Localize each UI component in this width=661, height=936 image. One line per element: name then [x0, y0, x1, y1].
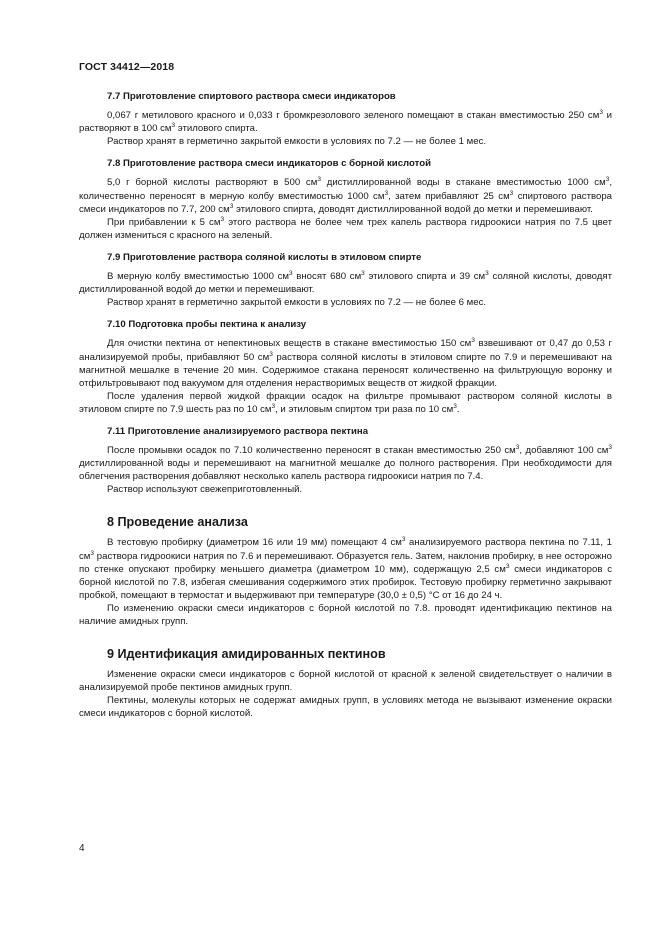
paragraph: Раствор хранят в герметично закрытой емкости в условиях по 7.2 — не более 1 мес. [107, 136, 487, 148]
subsection-title: 7.7 Приготовление спиртового раствора смеси индикаторов [107, 91, 396, 102]
page-number: 4 [79, 843, 85, 854]
paragraph: По изменению окраски смеси индикаторов с борной кислотой по 7.8. проводят идентификацию пектинов на наличие амидных групп. [79, 602, 612, 627]
document-body [79, 90, 612, 729]
section-title: 9 Идентификация амидированных пектинов [107, 647, 386, 662]
paragraph: При прибавлении к 5 $см^3$ этого раствора не более чем трех капель раствора гидроокиси натрия по 7.5 цвет должен измениться с красного на зеленый. [79, 215, 612, 241]
paragraph: Для очистки пектина от непектиновых веществ в стакане вместимостью 150 $см^3$ взвешивают от 0,47 до 0,53 г анализируемой пробы, прибавляют 50 $см^3$ раствора соляной кислоты в этиловом спирте по 7.9 и перемешивают на магнитной мешалке в течение 20 мин. Содержимое стакана переносят количественно на фильтрующую воронку и отфильтровывают под вакуумом для отделения нерастворимых веществ от жидкой фракции. [79, 337, 613, 389]
section-title: 8 Проведение анализа [107, 515, 248, 530]
paragraph: В мерную колбу вместимостью 1000 $см^3$ вносят 680 $см^3$ этилового спирта и 39 $см^3$ соляной кислоты, доводят дистиллированной водой до метки и перемешивают. [79, 269, 612, 296]
paragraph: После удаления первой жидкой фракции осадок на фильтре промывают раствором соляной кислоты в этиловом спирте по 7.9 шесть раз по 10 $см^3$, и этиловым спиртом три раза по 10 $см^3$. [79, 390, 612, 415]
paragraph: 0,067 г метилового красного и 0,033 г бромкрезолового зеленого помещают в стакан вместимостью 250 $см^3$ и растворяют в 100 $см^3$ этилового спирта. [79, 108, 612, 135]
section-7-11 [79, 425, 612, 496]
section-9 [79, 646, 612, 720]
section-7-9 [79, 251, 612, 309]
subsection-title: 7.11 Приготовление анализируемого раствора пектина [107, 425, 369, 437]
paragraph: Раствор используют свежеприготовленный. [107, 484, 303, 496]
paragraph: После промывки осадок по 7.10 количественно переносят в стакан вместимостью 250 $см^3$, добавляют 100 $см^3$ дистиллированной воды и перемешивают на магнитной мешалке до полного растворения. При необходимости для облегчения растворения добавляют несколько капель раствора гидроокиси натрия по 7.4. [79, 443, 612, 483]
subsection-title: 7.9 Приготовление раствора соляной кислоты в этиловом спирте [107, 251, 422, 263]
paragraph: 5,0 г борной кислоты растворяют в 500 $см^3$ дистиллированной воды в стакане вместимостью 1000 $см^3$, количественно переносят в мерную колбу вместимостью 1000 $см^3$, затем прибавляют 25 $см^3$ спиртового раствора смеси индикаторов по 7.7, 200 $см^3$ этилового спирта, доводят дистиллированной водой до метки и перемешивают. [79, 176, 612, 215]
document-header: ГОСТ 34412—2018 [79, 61, 175, 73]
paragraph: Раствор хранят в герметично закрытой емкости в условиях по 7.2 — не более 6 мес. [107, 297, 487, 309]
section-7-10 [79, 318, 612, 416]
paragraph: В тестовую пробирку (диаметром 16 или 19 мм) помещают 4 $см^3$ анализируемого раствора пектина по 7.11, 1 $см^3$ раствора гидроокиси натрия по 7.6 и перемешивают. Образуется гель. Затем, наклонив пробирку, в нее осторожно по стенке опускают пробирку меньшего диаметра (диаметром 10 мм), содержащую 2,5 $см^3$ смеси индикаторов с борной кислотой по 7.8, избегая смешивания содержимого этих пробирок. Тестовую пробирку герметично закрывают пробкой, помещают в термостат и выдерживают при температуре (30,0 ± 0,5) °С от 16 до 24 ч. [79, 536, 612, 601]
paragraph: Пектины, молекулы которых не содержат амидных групп, в условиях метода не вызывают изменение окраски смеси индикаторов с борной кислотой. [79, 695, 612, 720]
section-7-7 [79, 90, 612, 148]
subsection-title: 7.10 Подготовка пробы пектина к анализу [107, 319, 307, 331]
subsection-title: 7.8 Приготовление раствора смеси индикаторов с борной кислотой [107, 158, 431, 170]
section-7-8 [79, 157, 612, 242]
paragraph: Изменение окраски смеси индикаторов с борной кислотой от красной к зеленой свидетельствует о наличии в анализируемой пробе пектинов амидных групп. [79, 669, 612, 694]
section-8 [79, 514, 612, 628]
